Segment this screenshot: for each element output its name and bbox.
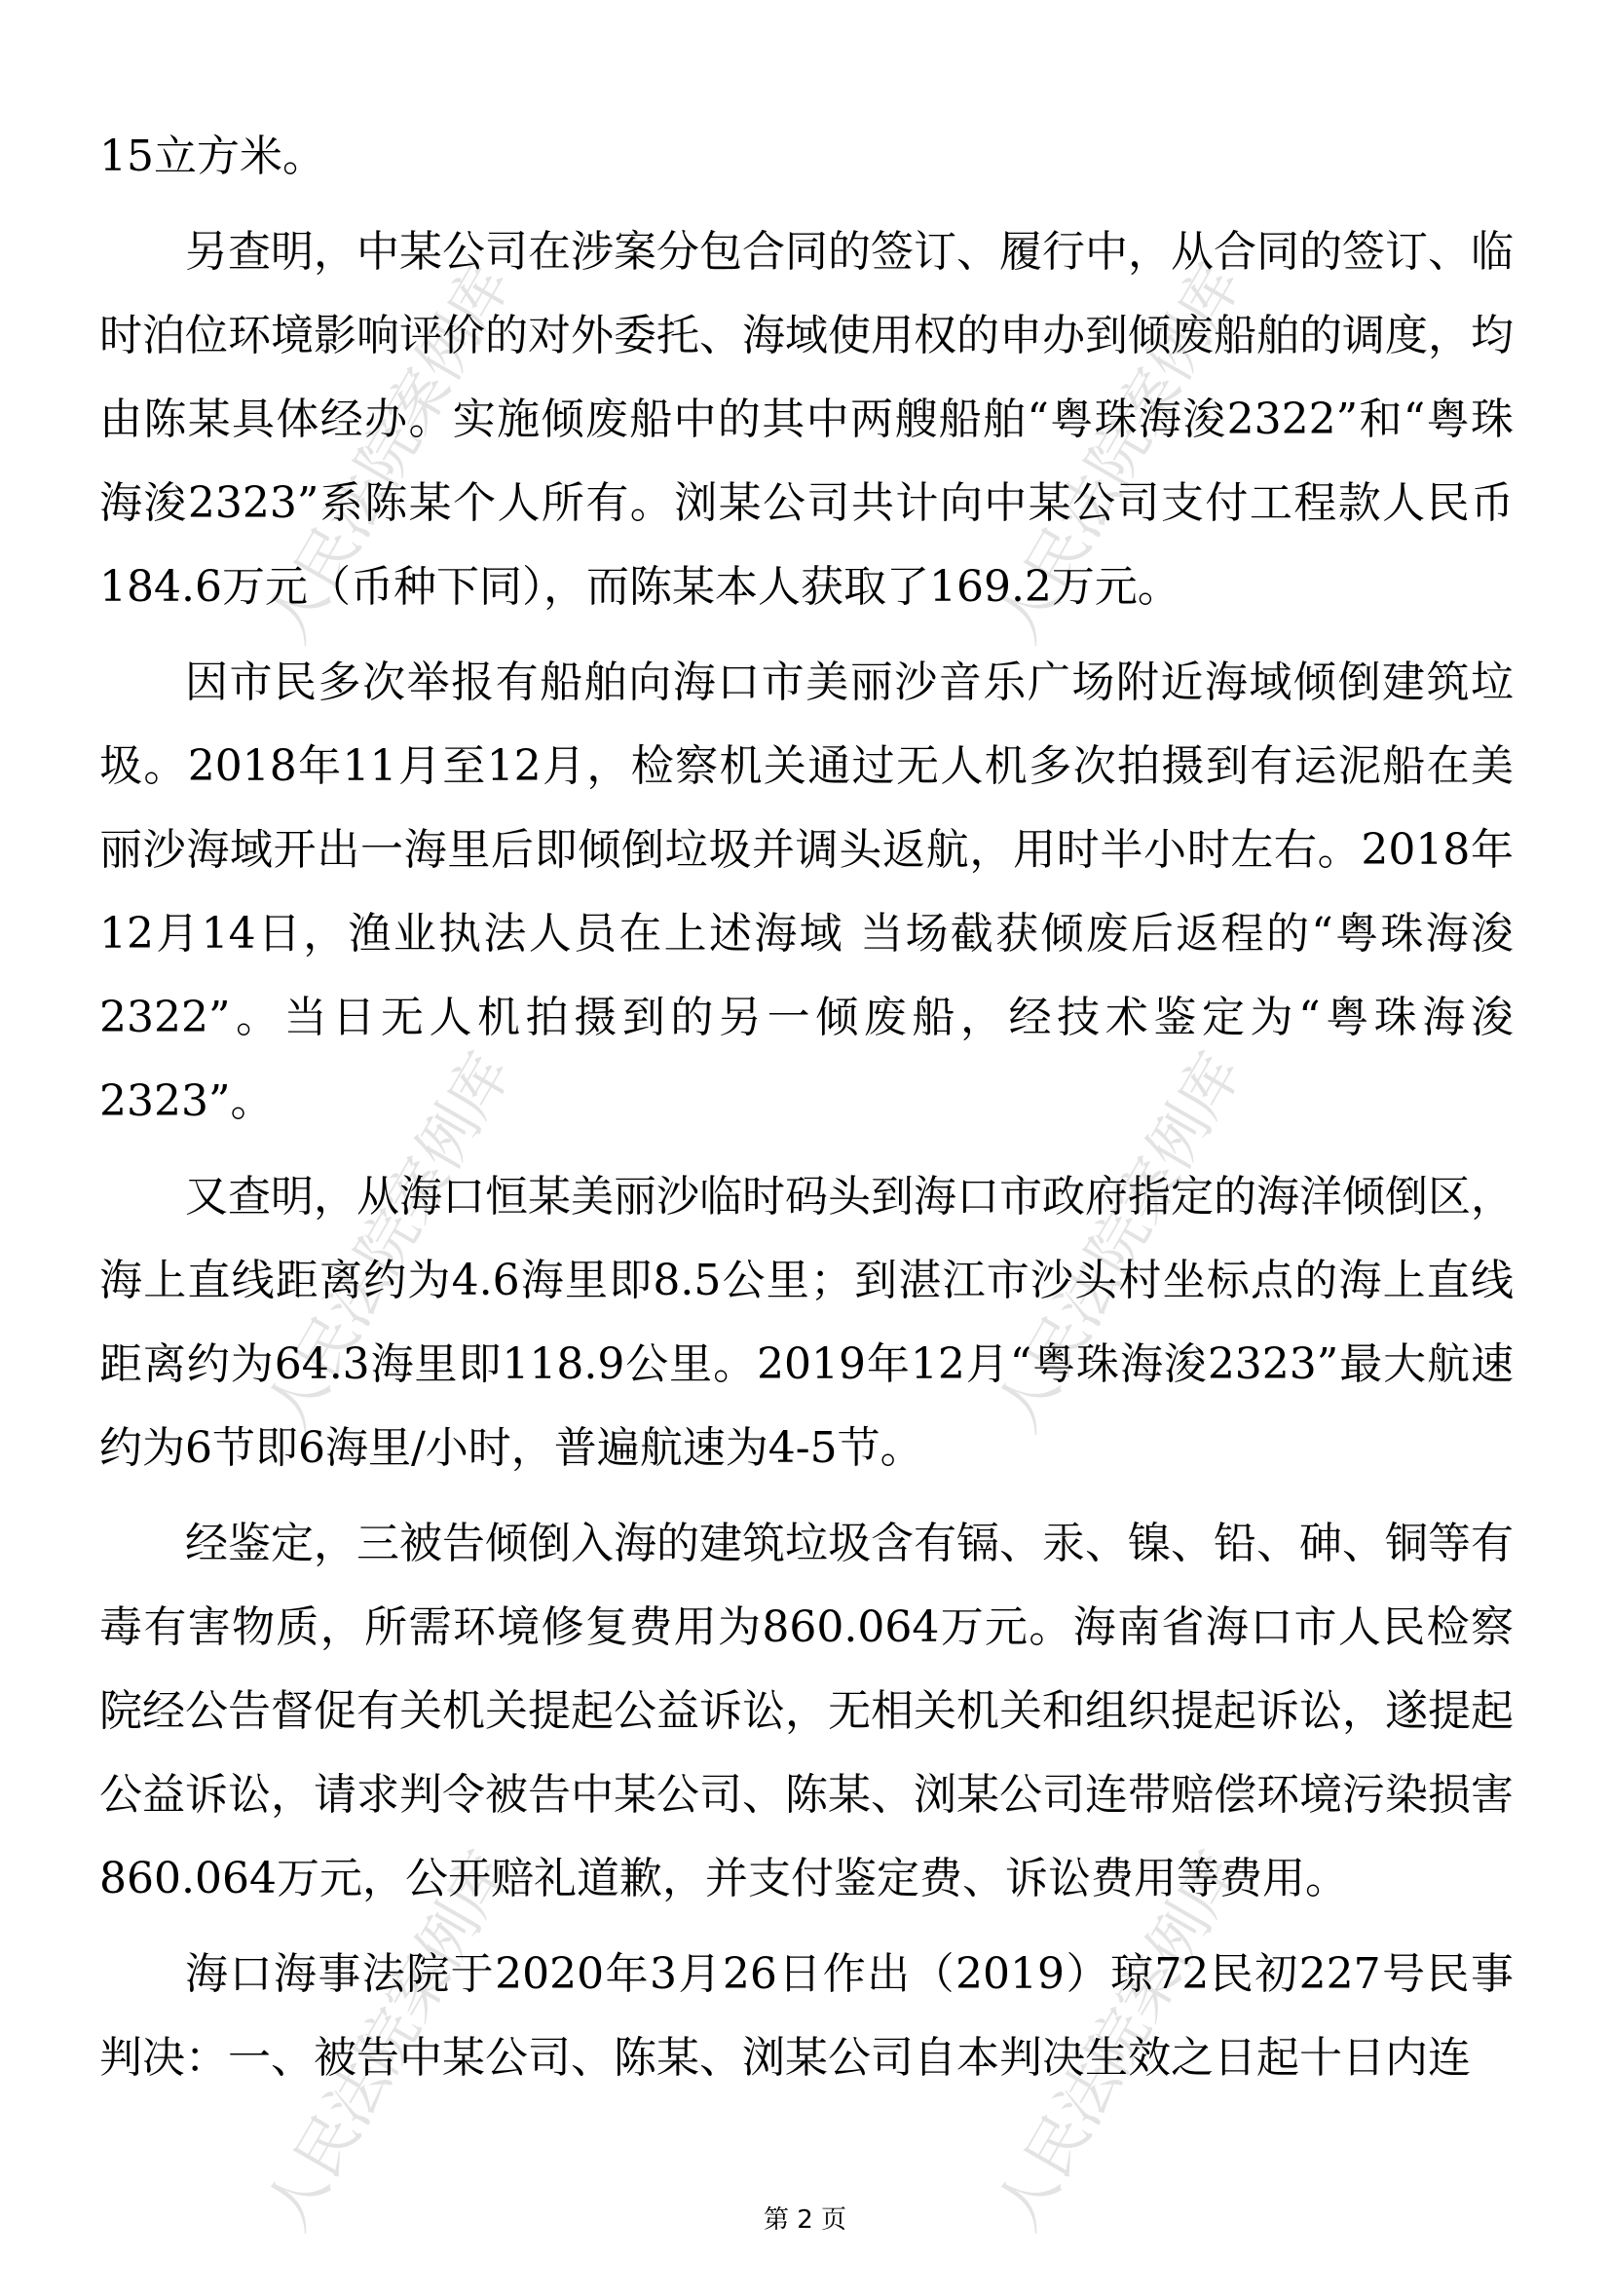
watermark-text: 人民法院案例库 (251, 251, 525, 654)
paragraph-3: 因市民多次举报有船舶向海口市美丽沙音乐广场附近海域倾倒建筑垃圾。2018年11月至12月，检察机关通过无人机多次拍摄到有运泥船在美丽沙海域开出一海里后即倾倒垃圾并调头返航，用时半小时左右。2018年12月14日，渔业执法人员在上述海域 当场截获倾废后返程的“粤珠海浚2322”。当日无人机拍摄到的另一倾废船，经技术鉴定为“粤珠海浚2323”。 (99, 658, 1514, 1126)
watermark-text: 人民法院案例库 (251, 1040, 525, 1443)
paragraph-5: 经鉴定，三被告倾倒入海的建筑垃圾含有镉、汞、镍、铅、砷、铜等有毒有害物质，所需环境修复费用为860.064万元。海南省海口市人民检察院经公告督促有关机关提起公益诉讼，无相关机关和组织提起诉讼，遂提起公益诉讼，请求判令被告中某公司、陈某、浏某公司连带赔偿环境污染损害860.064万元，公开赔礼道歉，并支付鉴定费、诉讼费用等费用。 (99, 1519, 1514, 1903)
paragraph-4: 又查明，从海口恒某美丽沙临时码头到海口市政府指定的海洋倾倒区，海上直线距离约为4.6海里即8.5公里；到湛江市沙头村坐标点的海上直线距离约为64.3海里即118.9公里。2019年12月“粤珠海浚2323”最大航速约为6节即6海里/小时，普遍航速为4-5节。 (99, 1172, 1514, 1473)
paragraph-6: 海口海事法院于2020年3月26日作出（2019）琼72民初227号民事判决：一、被告中某公司、陈某、浏某公司自本判决生效之日起十日内连 (99, 1949, 1514, 2083)
watermark-text: 人民法院案例库 (982, 251, 1255, 654)
watermark-text: 人民法院案例库 (982, 1040, 1255, 1443)
document-body (99, 115, 1514, 2100)
watermark-text: 人民法院案例库 (982, 1839, 1255, 2241)
page-number: 第 2 页 (763, 2205, 847, 2235)
paragraph-2: 另查明，中某公司在涉案分包合同的签订、履行中，从合同的签订、临时泊位环境影响评价的对外委托、海域使用权的申办到倾废船舶的调度，均由陈某具体经办。实施倾废船中的其中两艘船舶“粤珠海浚2322”和“粤珠海浚2323”系陈某个人所有。浏某公司共计向中某公司支付工程款人民币184.6万元（币种下同），而陈某本人获取了169.2万元。 (99, 227, 1514, 612)
watermark-text: 人民法院案例库 (251, 1839, 525, 2241)
paragraph-1: 15立方米。 (99, 132, 325, 181)
